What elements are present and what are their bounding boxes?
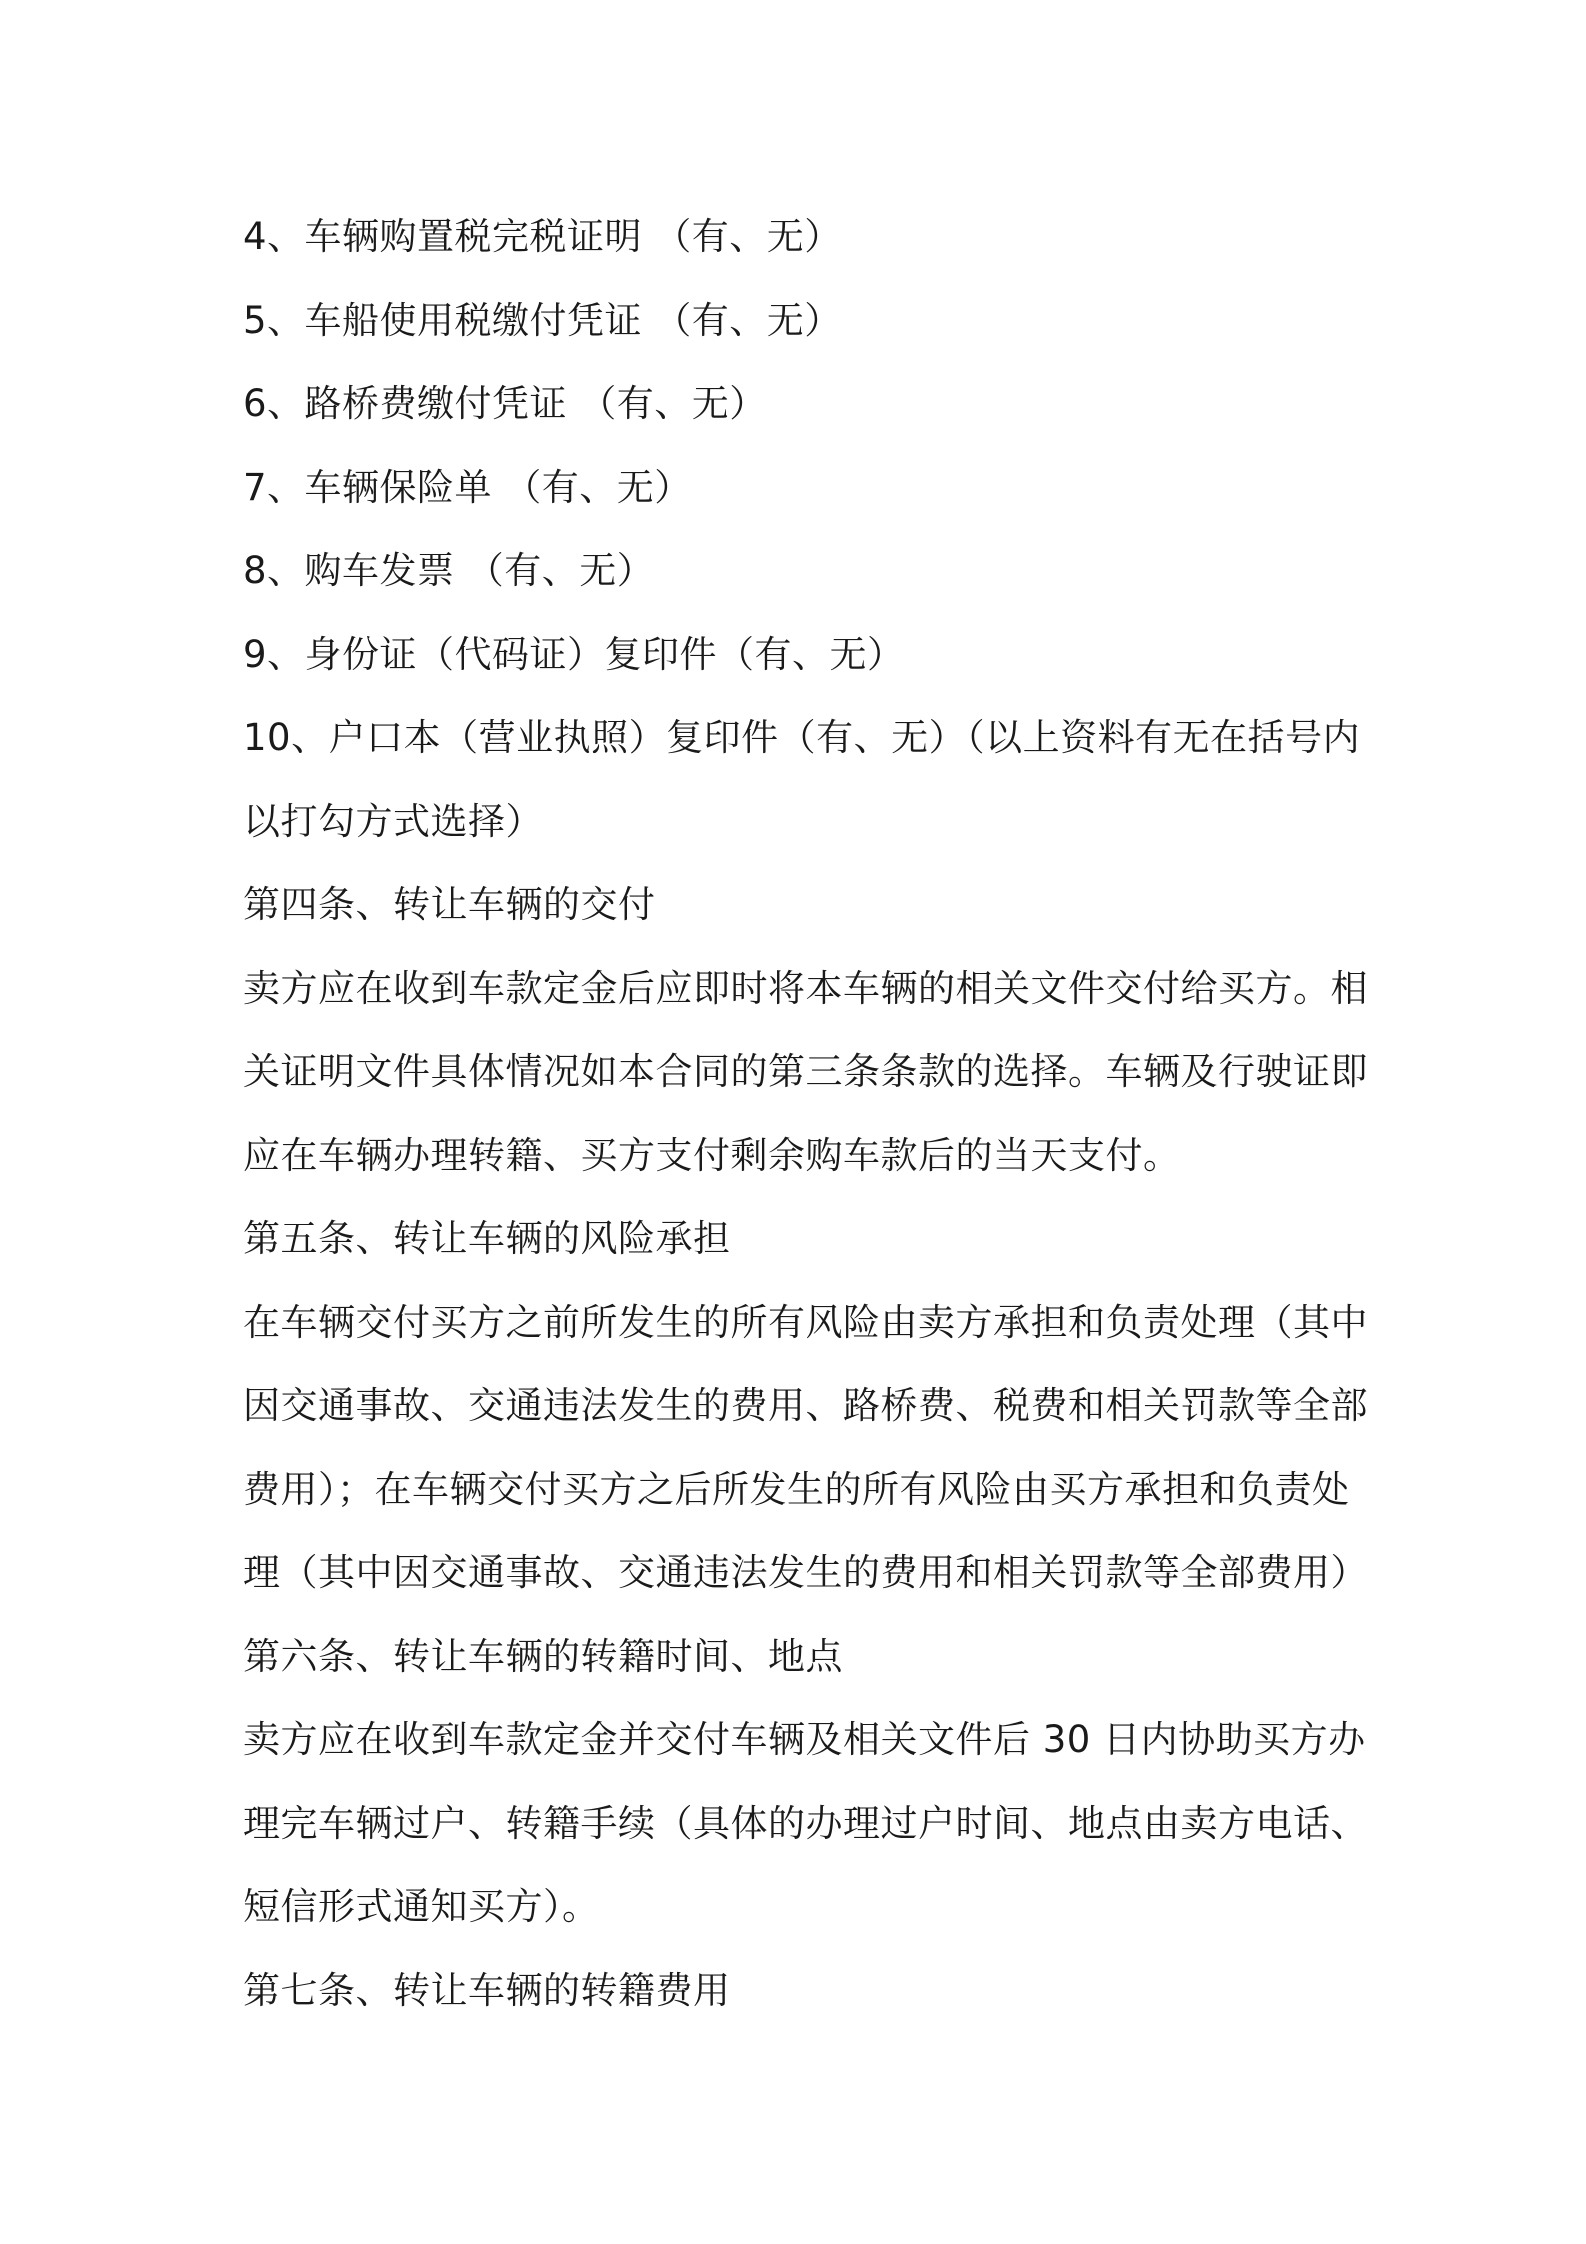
paragraph-line: 卖方应在收到车款定金并交付车辆及相关文件后 30 日内协助买方办 (243, 1718, 1366, 1761)
list-item-10-continued: 以打勾方式选择） (243, 799, 543, 843)
paragraph-line: 短信形式通知买方）。 (243, 1885, 600, 1928)
paragraph-line: 费用）；在车辆交付买方之后所发生的所有风险由买方承担和负责处 (243, 1467, 1350, 1511)
section-heading-4: 第四条、转让车辆的交付 (243, 883, 656, 926)
list-item-9: 9、身份证（代码证）复印件（有、无） (243, 632, 905, 676)
section-heading-5: 第五条、转让车辆的风险承担 (243, 1217, 731, 1260)
paragraph-line: 理完车辆过户、转籍手续（具体的办理过户时间、地点由卖方电话、 (243, 1801, 1368, 1845)
list-item-6: 6、路桥费缴付凭证 （有、无） (243, 382, 767, 425)
list-item-8: 8、购车发票 （有、无） (243, 549, 655, 592)
list-item-7: 7、车辆保险单 （有、无） (243, 465, 692, 509)
list-item-10: 10、户口本（营业执照）复印件（有、无）（以上资料有无在括号内 (243, 716, 1361, 759)
list-item-5: 5、车船使用税缴付凭证 （有、无） (243, 298, 842, 342)
paragraph-line: 关证明文件具体情况如本合同的第三条条款的选择。车辆及行驶证即 (243, 1050, 1368, 1093)
paragraph-line: 理（其中因交通事故、交通违法发生的费用和相关罚款等全部费用） (243, 1551, 1368, 1594)
document-body (243, 195, 1368, 2032)
list-item-4: 4、车辆购置税完税证明 （有、无） (243, 215, 842, 258)
paragraph-line: 应在车辆办理转籍、买方支付剩余购车款后的当天支付。 (243, 1133, 1181, 1177)
paragraph-line: 在车辆交付买方之前所发生的所有风险由卖方承担和负责处理（其中 (243, 1300, 1368, 1344)
paragraph-line: 卖方应在收到车款定金后应即时将本车辆的相关文件交付给买方。相 (243, 966, 1368, 1010)
section-heading-6: 第六条、转让车辆的转籍时间、地点 (243, 1634, 843, 1678)
paragraph-line: 因交通事故、交通违法发生的费用、路桥费、税费和相关罚款等全部 (243, 1384, 1368, 1427)
section-heading-7: 第七条、转让车辆的转籍费用 (243, 1968, 731, 2012)
